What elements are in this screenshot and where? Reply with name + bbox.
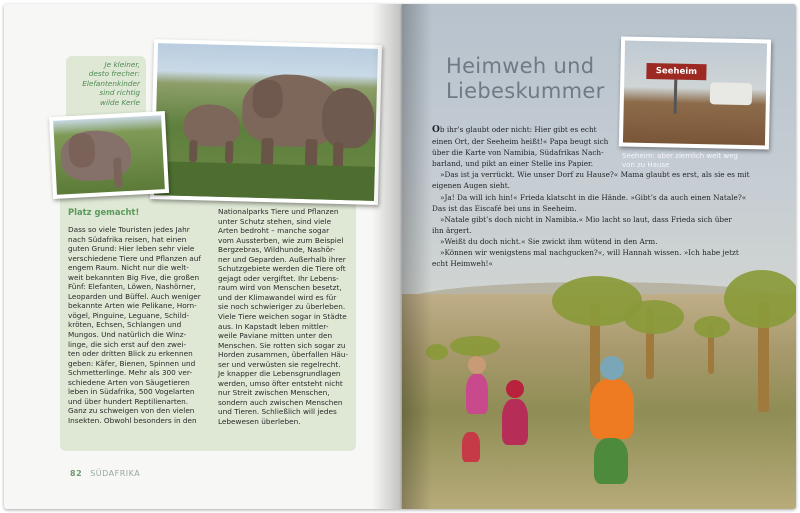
body-line: Schutzgebiete werden die Tiere oft [218,264,346,274]
body-line: Je knapper die Lebensgrundlagen [218,369,341,379]
story-line: »Weißt du doch nicht.« Sie zwickt ihm wütend in den Arm. [440,236,658,246]
body-line: guten Grund: Hier leben sehr viele [68,244,195,254]
left-page [4,4,402,509]
story-line: eigenen Augen sieht. [432,181,511,191]
story-line: über die Karte von Namibia, Südafrikas Nach- [432,148,604,158]
body-line: leben in Südafrika, 500 Vogelarten [68,387,195,397]
story-line: echt Heimweh!« [432,259,493,269]
elephants-photo [150,39,382,205]
story-line: ihn ärgert. [432,225,472,235]
page-footer [70,469,140,478]
body-line: ser und verwüsten sie regelrecht. [218,359,341,369]
story-line: »Das ist ja verrückt. Wie unser Dorf zu Hause?« Mama glaubt es erst, als sie es mit [440,170,750,180]
story-line: Ob ihr’s glaubt oder nicht: Hier gibt es echt [432,125,597,135]
body-line: ner und Geparden. Außerhalb ihrer [218,254,346,264]
page-number: 82 [70,469,83,478]
body-line: Lebewesen überleben. [218,417,301,427]
caption-line: Je kleiner, [104,60,140,69]
body-line: Arten bedroht – manche sogar [218,226,330,236]
body-line: Leoparden und Büffel. Auch weniger [68,291,201,301]
body-line: Dass so viele Touristen jedes Jahr [68,225,190,234]
body-line: nur Streit zwischen Menschen, [218,388,330,398]
body-line: ten oder dritten Blick zu erkennen [68,349,193,359]
body-line: gejagt oder vergiftet. Ihr Lebens- [218,273,339,283]
body-line: Bergzebras, Wildhunde, Nashör- [218,245,336,255]
body-column-1 [68,225,206,425]
section-heading: Platz gemacht! [68,207,140,217]
caption-line: sind richtig [99,88,140,98]
body-line: Insekten. Obwohl besonders in den [68,415,197,425]
body-column-2 [218,207,352,427]
body-line: weit bekannten Big Five, die großen [68,272,200,282]
caption-line: Elefantenkinder [82,78,140,88]
baby-elephant-photo [49,111,169,199]
body-line: unter Schutz stehen, sind viele [218,216,332,226]
body-line: kröten, Echsen, Schlangen und [68,320,182,330]
title-line: Liebeskummer [446,79,605,103]
story-line: barland, und pikt an einer Stelle ins Papier. [432,159,594,169]
seeheim-sign: Seeheim [646,63,706,80]
body-line: sondern auch zwischen Menschen [218,397,343,407]
caption-line: desto frecher: [88,69,140,79]
car [710,82,752,105]
body-line: raum wird von Menschen besetzt, [218,283,342,293]
caption-line: wilde Kerle [100,97,140,107]
story-line: »Ja! Da will ich hin!« Frieda klatscht in die Hände. »Gibt’s da auch einen Natale?« [440,192,747,202]
right-page [402,4,796,509]
body-line: nach Südafrika reisen, hat einen [68,234,187,244]
story-line: Das ist das Eiscafé bei uns in Seeheim. [432,203,577,213]
body-line: Schmetterlinge. Mehr als 300 ver- [68,368,193,378]
body-line: sie noch schwieriger zu überleben. [218,302,346,312]
body-line: bekannte Arten wie Pelikane, Horn- [68,301,197,311]
body-line: weile Paviane mitten unter den [218,331,333,341]
body-line: engem Raum. Nicht nur die welt- [68,263,189,273]
caption-line: von zu Hause [622,161,670,169]
story-line: »Können wir wenigstens mal nachgucken?«, will Hannah wissen. »Ich habe jetzt [440,248,739,258]
body-line: und der Klimawandel wird es für [218,292,337,302]
body-line: Viele Tiere weichen sogar in Städte [218,312,347,322]
body-line: aus. In Kapstadt leben mittler- [218,321,329,331]
body-line: und über hundert Reptilienarten. [68,396,189,406]
body-line: geben: Käfer, Bienen, Spinnen und [68,358,196,368]
title-line: Heimweh und [446,54,595,78]
story-text [432,124,772,269]
body-line: vögel, Pinguine, Leguane, Schild- [68,310,189,320]
caption-line: Seeheim: aber ziemlich weit weg [622,152,738,160]
chapter-title [446,54,605,104]
chapter-label: SÜDAFRIKA [90,469,141,478]
story-line: einen Ort, der Seeheim heißt!« Papa beugt sich [432,137,609,147]
body-line: Nationalparks Tiere und Pflanzen [218,207,339,216]
body-line: linge, die sich erst auf den zwei- [68,339,187,349]
elephant-caption [66,60,140,107]
body-line: Horden zusammen, überfallen Häu- [218,350,349,360]
body-line: schiedene Arten von Säugetieren [68,377,190,387]
body-line: und Tieren. Schließlich will jedes [218,407,337,417]
body-line: verschiedene Tiere und Pflanzen auf [68,253,201,263]
body-line: Menschen. Sie rotten sich sogar zu [218,340,346,350]
body-line: Fünf: Elefanten, Löwen, Nashörner, [68,282,196,292]
body-line: werden, umso öfter entsteht nicht [218,378,343,388]
body-line: Mungos. Und natürlich die Winz- [68,330,187,340]
dropcap: O [432,125,440,135]
body-line: vom Aussterben, wie zum Beispiel [218,235,344,245]
body-line: Ganz zu schweigen von den vielen [68,406,195,416]
story-line: »Natale gibt’s doch nicht in Namibia.« Mio lacht so laut, dass Frieda sich über [440,214,732,224]
